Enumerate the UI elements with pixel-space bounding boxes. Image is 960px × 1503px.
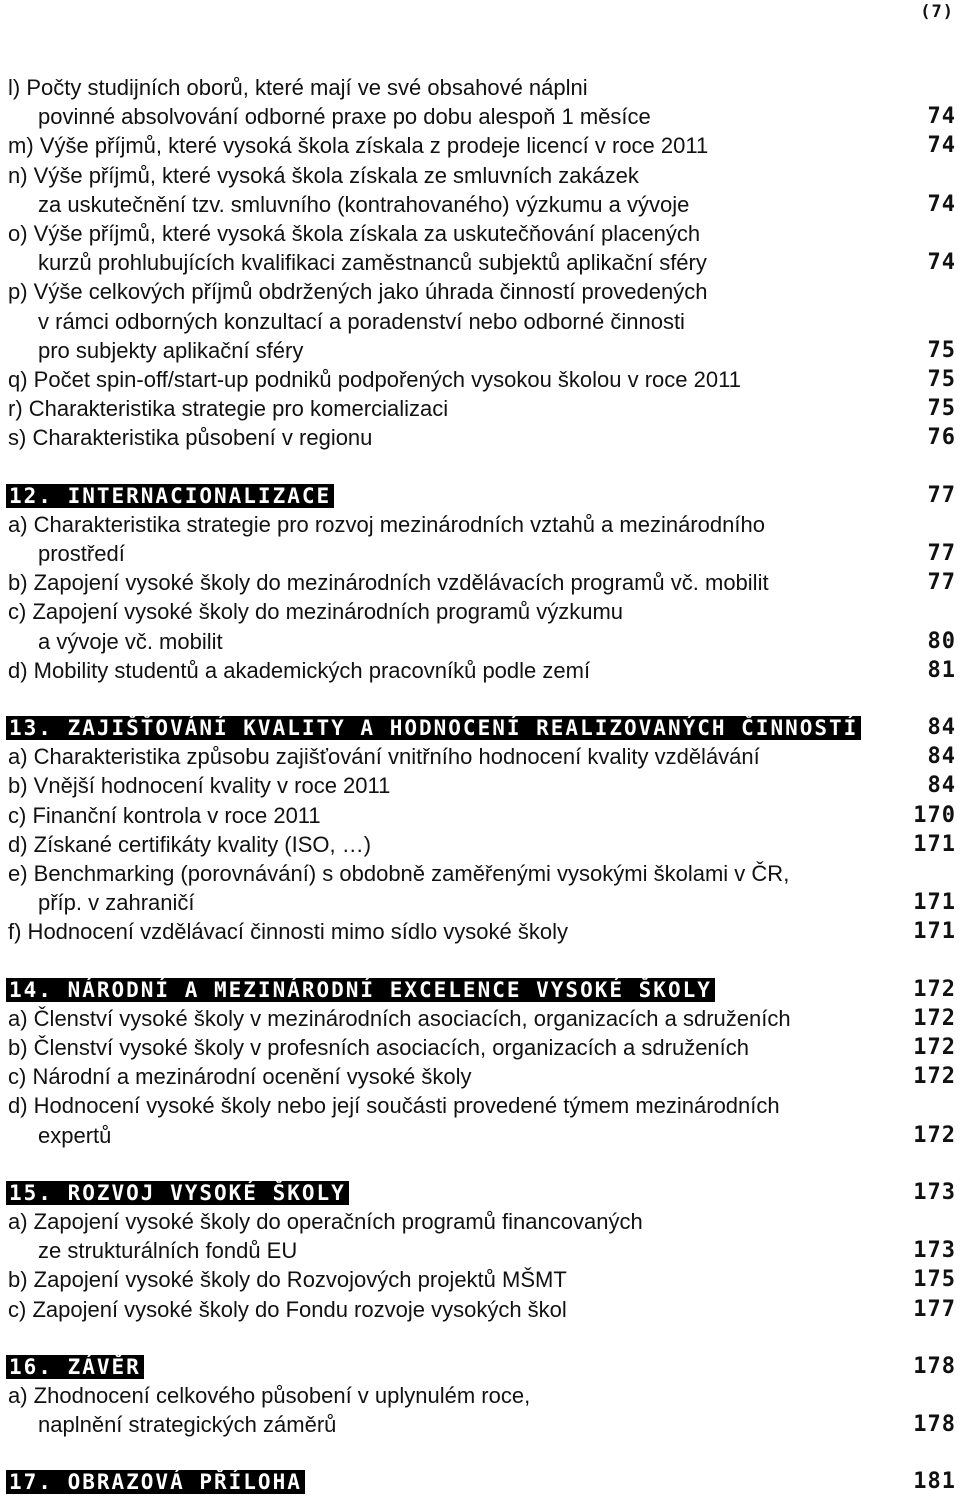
- entry-text: s) Charakteristika působení v regionu: [8, 425, 373, 451]
- entry-page-number: 172: [913, 1122, 956, 1148]
- entry-text: expertů: [38, 1122, 112, 1148]
- toc-entry: [0, 1207, 960, 1265]
- entry-page-number: 76: [927, 425, 956, 451]
- table-of-contents: [0, 73, 960, 1497]
- entry-text: b) Zapojení vysoké školy do mezinárodních vzdělávacích programů vč. mobilit: [8, 570, 769, 596]
- entry-text: kurzů prohlubujících kvalifikaci zaměstnanců subjektů aplikační sféry: [38, 250, 707, 276]
- entry-text: a vývoje vč. mobilit: [38, 628, 223, 654]
- section-page-number: 173: [913, 1179, 956, 1205]
- entry-text: n) Výše příjmů, které vysoká škola získala ze smluvních zakázek: [8, 162, 639, 188]
- section-title: 17. OBRAZOVÁ PŘÍLOHA: [6, 1470, 305, 1494]
- entry-text: a) Členství vysoké školy v mezinárodních asociacích, organizacích a sdruženích: [8, 1005, 791, 1031]
- entry-text: b) Vnější hodnocení kvality v roce 2011: [8, 773, 391, 799]
- entry-text: m) Výše příjmů, které vysoká škola získala z prodeje licencí v roce 2011: [8, 133, 709, 159]
- toc-entry: [0, 1091, 960, 1149]
- section-page-number: 178: [913, 1353, 956, 1379]
- toc-entry: [0, 1033, 960, 1062]
- entry-text: p) Výše celkových příjmů obdržených jako úhrada činností provedených: [8, 279, 708, 305]
- section-heading: [0, 481, 960, 510]
- entry-page-number: 84: [927, 773, 956, 799]
- toc-entry: [0, 423, 960, 452]
- entry-page-number: 171: [913, 919, 956, 945]
- entry-text: c) Finanční kontrola v roce 2011: [8, 802, 321, 828]
- entry-page-number: 178: [913, 1412, 956, 1438]
- toc-entry: [0, 510, 960, 568]
- section-heading: [0, 1178, 960, 1207]
- toc-entry: [0, 801, 960, 830]
- toc-entry: [0, 830, 960, 859]
- entry-text: q) Počet spin-off/start-up podniků podpořených vysokou školou v roce 2011: [8, 367, 741, 393]
- toc-entry: [0, 568, 960, 597]
- section-title: 14. NÁRODNÍ A MEZINÁRODNÍ EXCELENCE VYSOKÉ ŠKOLY: [6, 978, 715, 1002]
- page-number: (7): [920, 2, 954, 22]
- section-heading: [0, 1352, 960, 1381]
- toc-section: [0, 481, 960, 685]
- entry-text: d) Mobility studentů a akademických pracovníků podle zemí: [8, 657, 591, 683]
- entry-text: b) Zapojení vysoké školy do Rozvojových projektů MŠMT: [8, 1267, 567, 1293]
- section-title: 16. ZÁVĚR: [6, 1355, 144, 1379]
- entry-text: b) Členství vysoké školy v profesních asociacích, organizacích a sdruženích: [8, 1035, 750, 1061]
- entry-page-number: 75: [927, 396, 956, 422]
- section-page-number: 172: [913, 976, 956, 1002]
- entry-text: ze strukturálních fondů EU: [38, 1238, 298, 1264]
- section-heading: [0, 713, 960, 742]
- toc-entry: [0, 219, 960, 277]
- toc-entry: [0, 277, 960, 365]
- entry-page-number: 172: [913, 1035, 956, 1061]
- toc-section: [0, 1352, 960, 1440]
- entry-text: r) Charakteristika strategie pro komercializaci: [8, 396, 449, 422]
- toc-entry: [0, 73, 960, 131]
- entry-text: v rámci odborných konzultací a poradenství nebo odborné činnosti: [38, 308, 685, 334]
- entry-text: f) Hodnocení vzdělávací činnosti mimo sídlo vysoké školy: [8, 919, 569, 945]
- entry-page-number: 75: [927, 337, 956, 363]
- entry-text: prostředí: [38, 541, 125, 567]
- entry-page-number: 74: [927, 191, 956, 217]
- entry-text: naplnění strategických záměrů: [38, 1412, 337, 1438]
- toc-entry: [0, 597, 960, 655]
- entry-page-number: 171: [913, 831, 956, 857]
- entry-text: c) Národní a mezinárodní ocenění vysoké školy: [8, 1064, 472, 1090]
- toc-entry: [0, 1265, 960, 1294]
- section-page-number: 181: [913, 1469, 956, 1495]
- entry-text: c) Zapojení vysoké školy do mezinárodních programů výzkumu: [8, 599, 624, 625]
- entry-text: o) Výše příjmů, které vysoká škola získala za uskutečňování placených: [8, 221, 701, 247]
- entry-text: l) Počty studijních oborů, které mají ve své obsahové náplni: [8, 75, 588, 100]
- entry-page-number: 77: [927, 570, 956, 596]
- toc-entry: [0, 656, 960, 685]
- entry-page-number: 170: [913, 802, 956, 828]
- entry-text: d) Získané certifikáty kvality (ISO, …): [8, 831, 372, 857]
- toc-entry: [0, 1004, 960, 1033]
- toc-entry: [0, 131, 960, 160]
- toc-entry: [0, 1381, 960, 1439]
- toc-entry: [0, 917, 960, 946]
- toc-entry: [0, 161, 960, 219]
- entry-text: a) Charakteristika strategie pro rozvoj mezinárodních vztahů a mezinárodního: [8, 511, 765, 537]
- section-heading: [0, 975, 960, 1004]
- entry-page-number: 171: [913, 890, 956, 916]
- entry-page-number: 80: [927, 628, 956, 654]
- toc-entry: [0, 742, 960, 771]
- entry-page-number: 84: [927, 744, 956, 770]
- toc-section: [0, 73, 960, 453]
- toc-entry: [0, 365, 960, 394]
- entry-text: a) Zhodnocení celkového působení v uplynulém roce,: [8, 1383, 531, 1409]
- toc-entry: [0, 394, 960, 423]
- entry-page-number: 173: [913, 1238, 956, 1264]
- entry-page-number: 75: [927, 367, 956, 393]
- section-title: 12. INTERNACIONALIZACE: [6, 484, 334, 508]
- section-heading: [0, 1467, 960, 1496]
- toc-entry: [0, 771, 960, 800]
- entry-text: d) Hodnocení vysoké školy nebo její součásti provedené týmem mezinárodních: [8, 1093, 780, 1119]
- toc-entry: [0, 1062, 960, 1091]
- entry-page-number: 172: [913, 1064, 956, 1090]
- entry-text: pro subjekty aplikační sféry: [38, 337, 304, 363]
- entry-page-number: 172: [913, 1005, 956, 1031]
- toc-section: [0, 1467, 960, 1496]
- toc-section: [0, 713, 960, 947]
- section-page-number: 84: [927, 715, 956, 741]
- section-title: 13. ZAJIŠŤOVÁNÍ KVALITY A HODNOCENÍ REALIZOVANÝCH ČINNOSTÍ: [6, 716, 861, 740]
- entry-text: příp. v zahraničí: [38, 890, 195, 916]
- toc-section: [0, 1178, 960, 1324]
- section-page-number: 77: [927, 482, 956, 508]
- entry-page-number: 74: [927, 104, 956, 130]
- entry-page-number: 74: [927, 250, 956, 276]
- entry-text: za uskutečnění tzv. smluvního (kontrahovaného) výzkumu a vývoje: [38, 191, 690, 217]
- toc-entry: [0, 859, 960, 917]
- entry-page-number: 175: [913, 1267, 956, 1293]
- entry-page-number: 177: [913, 1296, 956, 1322]
- entry-page-number: 77: [927, 541, 956, 567]
- toc-entry: [0, 1295, 960, 1324]
- entry-page-number: 74: [927, 133, 956, 159]
- entry-text: povinné absolvování odborné praxe po dobu alespoň 1 měsíce: [38, 104, 651, 130]
- entry-text: e) Benchmarking (porovnávání) s obdobně zaměřenými vysokými školami v ČR,: [8, 861, 790, 887]
- entry-page-number: 81: [927, 657, 956, 683]
- toc-section: [0, 975, 960, 1150]
- entry-text: a) Charakteristika způsobu zajišťování vnitřního hodnocení kvality vzdělávání: [8, 744, 760, 770]
- entry-text: a) Zapojení vysoké školy do operačních programů financovaných: [8, 1209, 643, 1235]
- section-title: 15. ROZVOJ VYSOKÉ ŠKOLY: [6, 1181, 349, 1205]
- entry-text: c) Zapojení vysoké školy do Fondu rozvoje vysokých škol: [8, 1296, 567, 1322]
